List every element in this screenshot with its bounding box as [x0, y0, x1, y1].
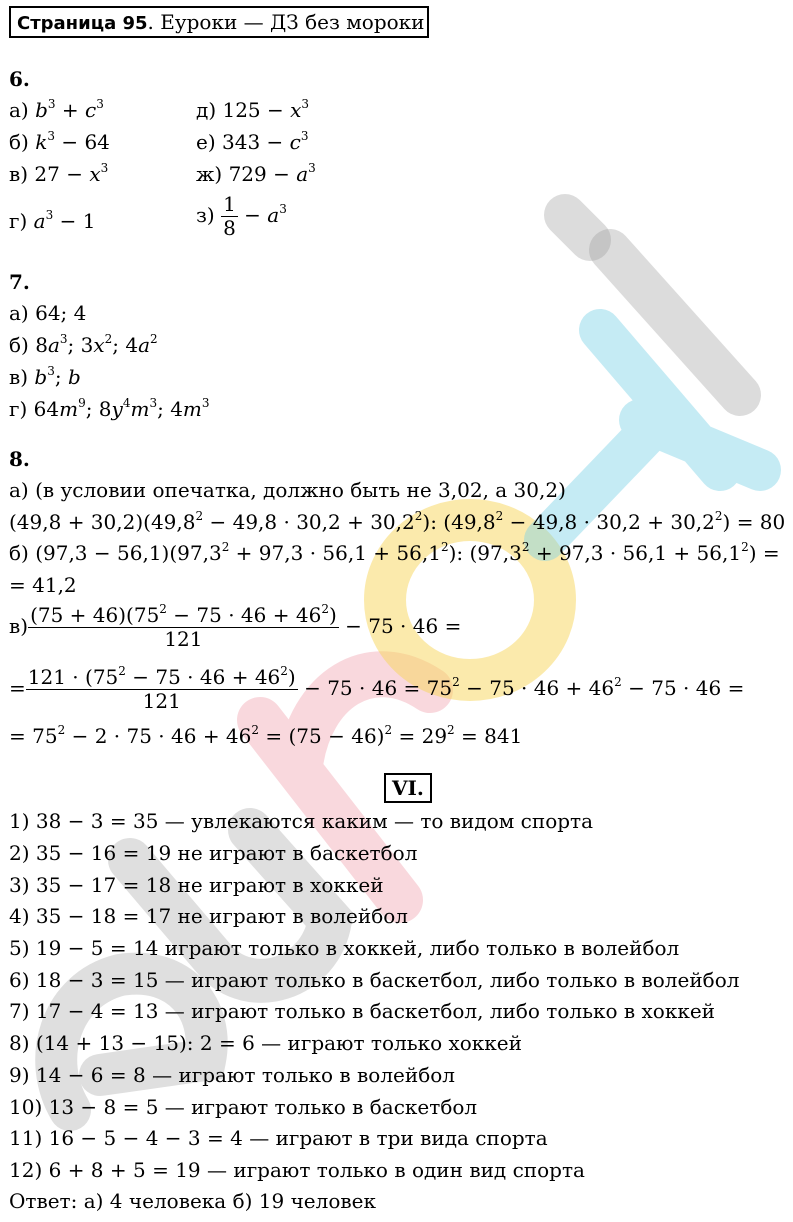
task7-number: 7. — [9, 270, 30, 294]
task8-number: 8. — [9, 447, 30, 471]
task6-item-zh: ж) $729 - a^3$ — [196, 161, 316, 186]
task6-item-e: е) $343 - c^3$ — [196, 129, 309, 154]
watermark-letter-i — [565, 215, 740, 395]
task8-b-result: = 41,2 — [9, 573, 77, 597]
task8-a-note: а) (в условии опечатка, должно быть не 3,02, а 30,2) — [9, 478, 566, 502]
task8-v-line3: = $75^2 - 2 \cdot 75 \cdot 46 + 46^2 = (75 - 46)^2 = 29^2 = 841$ — [9, 723, 523, 748]
task6-item-g: г) $a^3 - 1$ — [9, 208, 96, 233]
taskVI-line: 1) 38 − 3 = 35 — увлекаются каким — то видом спорта — [9, 809, 594, 833]
taskVI-line: 10) 13 − 8 = 5 — играют только в баскетбол — [9, 1095, 478, 1119]
taskVI-line: 12) 6 + 8 + 5 = 19 — играют только в один вид спорта — [9, 1158, 585, 1182]
site-title: . Еуроки — ДЗ без мороки — [147, 10, 425, 34]
task7-item-v: в) $b^3$; b — [9, 364, 81, 389]
taskVI-line: 11) 16 − 5 − 4 − 3 = 4 — играют в три вида спорта — [9, 1126, 548, 1150]
task7-item-a: а) 64; 4 — [9, 301, 87, 325]
taskVI-title: VI. — [384, 778, 432, 798]
taskVI-line: 5) 19 − 5 = 14 играют только в хоккей, либо только в волейбол — [9, 936, 680, 960]
task6-number: 6. — [9, 67, 30, 91]
task8-b-expression: б) $(97,3 - 56,1)(97,3^2 + 97,3 \cdot 56,1 + 56,1^2)$: $(97,3^2 + 97,3 \cdot 56,1 + 56,1^2)$ = — [9, 540, 780, 565]
taskVI-line: 7) 17 − 4 = 13 — играют только в баскетбол, либо только в хоккей — [9, 999, 715, 1023]
watermark-letter-k — [545, 330, 760, 540]
task8-v-line2: = $\frac{121 \cdot (75^2 - 75 \cdot 46 + 46^2)}{121}$ − $75 \cdot 46 = 75^2 - 75 \cdot 46 + 46^2 - 75 \cdot 46$ = — [9, 664, 745, 713]
task6-item-b: б) $k^3 - 64$ — [9, 129, 110, 154]
taskVI-line: 4) 35 − 18 = 17 не играют в волейбол — [9, 904, 409, 928]
task6-item-d: д) $125 - x^3$ — [196, 97, 310, 122]
task6-item-a: а) $b^3 + c^3$ — [9, 97, 104, 122]
page-label: Страница 95 — [17, 13, 148, 34]
page-header — [9, 6, 429, 38]
taskVI-line: 2) 35 − 16 = 19 не играют в баскетбол — [9, 841, 418, 865]
taskVI-line: 8) (14 + 13 − 15): 2 = 6 — играют только хоккей — [9, 1031, 522, 1055]
task8-a-expression: $(49,8 + 30,2)(49,8^2 - 49,8 \cdot 30,2 + 30,2^2)$: $(49,8^2 - 49,8 \cdot 30,2 + 30,2^2) = 80$ — [9, 509, 786, 534]
task7-item-g: г) $64m^9$; $8y^4m^3$; $4m^3$ — [9, 396, 210, 421]
taskVI-answer: Ответ: а) 4 человека б) 19 человек — [9, 1189, 376, 1213]
task7-item-b: б) $8a^3$; $3x^2$; $4a^2$ — [9, 332, 158, 357]
task8-v-line1: в) $\frac{(75 + 46)(75^2 - 75 \cdot 46 + 46^2)}{121}$ − 75 · 46 = — [9, 602, 462, 651]
task6-item-z: з) $\frac{1}{8}$ − $a^3$ — [196, 192, 287, 240]
taskVI-line: 6) 18 − 3 = 15 — играют только в баскетбол, либо только в волейбол — [9, 968, 740, 992]
task6-item-v: в) $27 - x^3$ — [9, 161, 109, 186]
taskVI-line: 9) 14 − 6 = 8 — играют только в волейбол — [9, 1063, 455, 1087]
taskVI-line: 3) 35 − 17 = 18 не играют в хоккей — [9, 873, 384, 897]
